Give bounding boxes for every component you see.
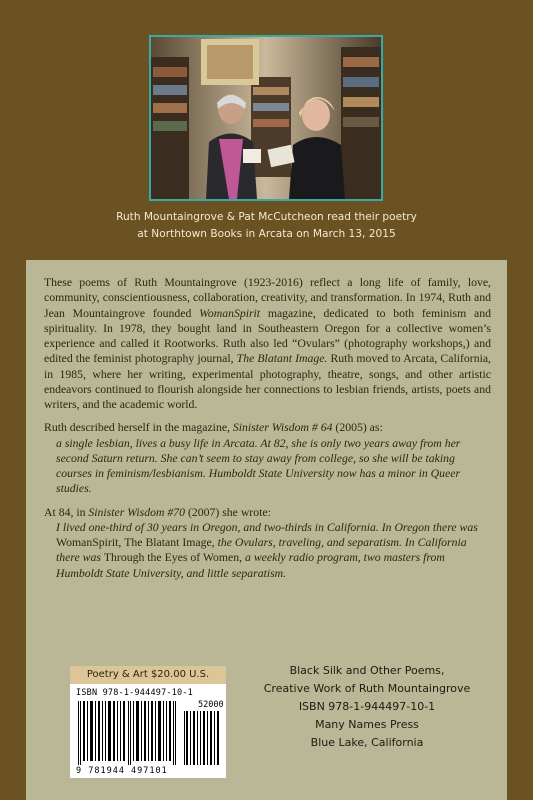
radio-program-title: Through the Eyes of Women, [103,551,243,565]
second-quote-intro [44,505,491,520]
book-title: Black Silk and Other Poems, [289,664,445,677]
quote-2007 [44,520,491,581]
description-text [44,275,491,581]
barcode-addon: 52000 [198,700,224,710]
text-span: magazine, dedicated to both feminism and spirituality. In 1978, they bought land in Southeastern Oregon for a collective women’s experience and called it Rootworks. Ruth also led “Ovulars” (photography workshops,) and edited the feminist photography journal, [44,306,491,366]
description-panel [26,260,507,800]
magazine-title: Sinister Wisdom # 64 [232,421,333,435]
magazine-title: WomanSpirit, [56,536,122,549]
text-span: a weekly radio program, two masters from Humboldt State University, and little separatism. [56,551,445,580]
price-label: Poetry & Art $20.00 U.S. [70,666,226,684]
text-span: (2007) she wrote: [185,505,271,519]
photo-caption [40,209,493,243]
imprint-block [236,662,498,752]
intro-paragraph [44,275,491,412]
publisher-location: Blue Lake, California [310,736,424,749]
publisher-name: Many Names Press [315,718,419,731]
text-span: Ruth described herself in the magazine, [44,421,233,435]
text-span: These poems of Ruth Mountaingrove (1923-2016) reflect a long life of family, love, community, conscientiousness, collaboration, creativity, and transformation. In 1974, Ruth and Jean Mountaingrove founded [44,276,491,320]
barcode-bars-icon [76,701,222,765]
journal-title: The Blatant Image. [236,352,328,366]
text-span: the Ovulars, traveling, and separatism. In California there was [56,536,467,565]
book-isbn: ISBN 978-1-944497-10-1 [298,700,436,713]
quote-2005: a single lesbian, lives a busy life in Arcata. At 82, she is only two years away from her second Saturn return. She can’t seem to stay away from college, so she will be taking courses in feminism/lesbianism. Humboldt State University now has a minor in Queer studies. [56,436,461,496]
barcode-isbn: ISBN 978-1-944497-10-1 [76,688,193,698]
photo-of-two-women-reading-icon [151,37,381,199]
text-span: At 84, in [44,505,89,519]
self-description-intro [44,420,491,435]
caption-line-1: Ruth Mountaingrove & Pat McCutcheon read their poetry [116,211,417,223]
caption-line-2: at Northtown Books in Arcata on March 13, 2015 [137,228,396,240]
text-span: Ruth moved to Arcata, California, in 1985, where her writing, experimental photography, theatre, songs, and other artistic endeavors continued to flourish alongside her connections to lesbian friends, artists, poets and writers, and the academic world. [44,352,491,411]
author-photo [149,35,383,201]
journal-title: The Blatant Image, [124,536,215,549]
barcode [70,684,226,778]
barcode-ean: 9 781944 497101 [76,766,168,776]
book-subtitle: Creative Work of Ruth Mountaingrove [263,682,471,695]
text-span: (2005) as: [332,421,383,435]
text-span: I lived one-third of 30 years in Oregon, and two-thirds in California. In Oregon there was [56,520,478,534]
magazine-title: Sinister Wisdom #70 [88,505,186,519]
magazine-title: WomanSpirit [199,306,261,320]
